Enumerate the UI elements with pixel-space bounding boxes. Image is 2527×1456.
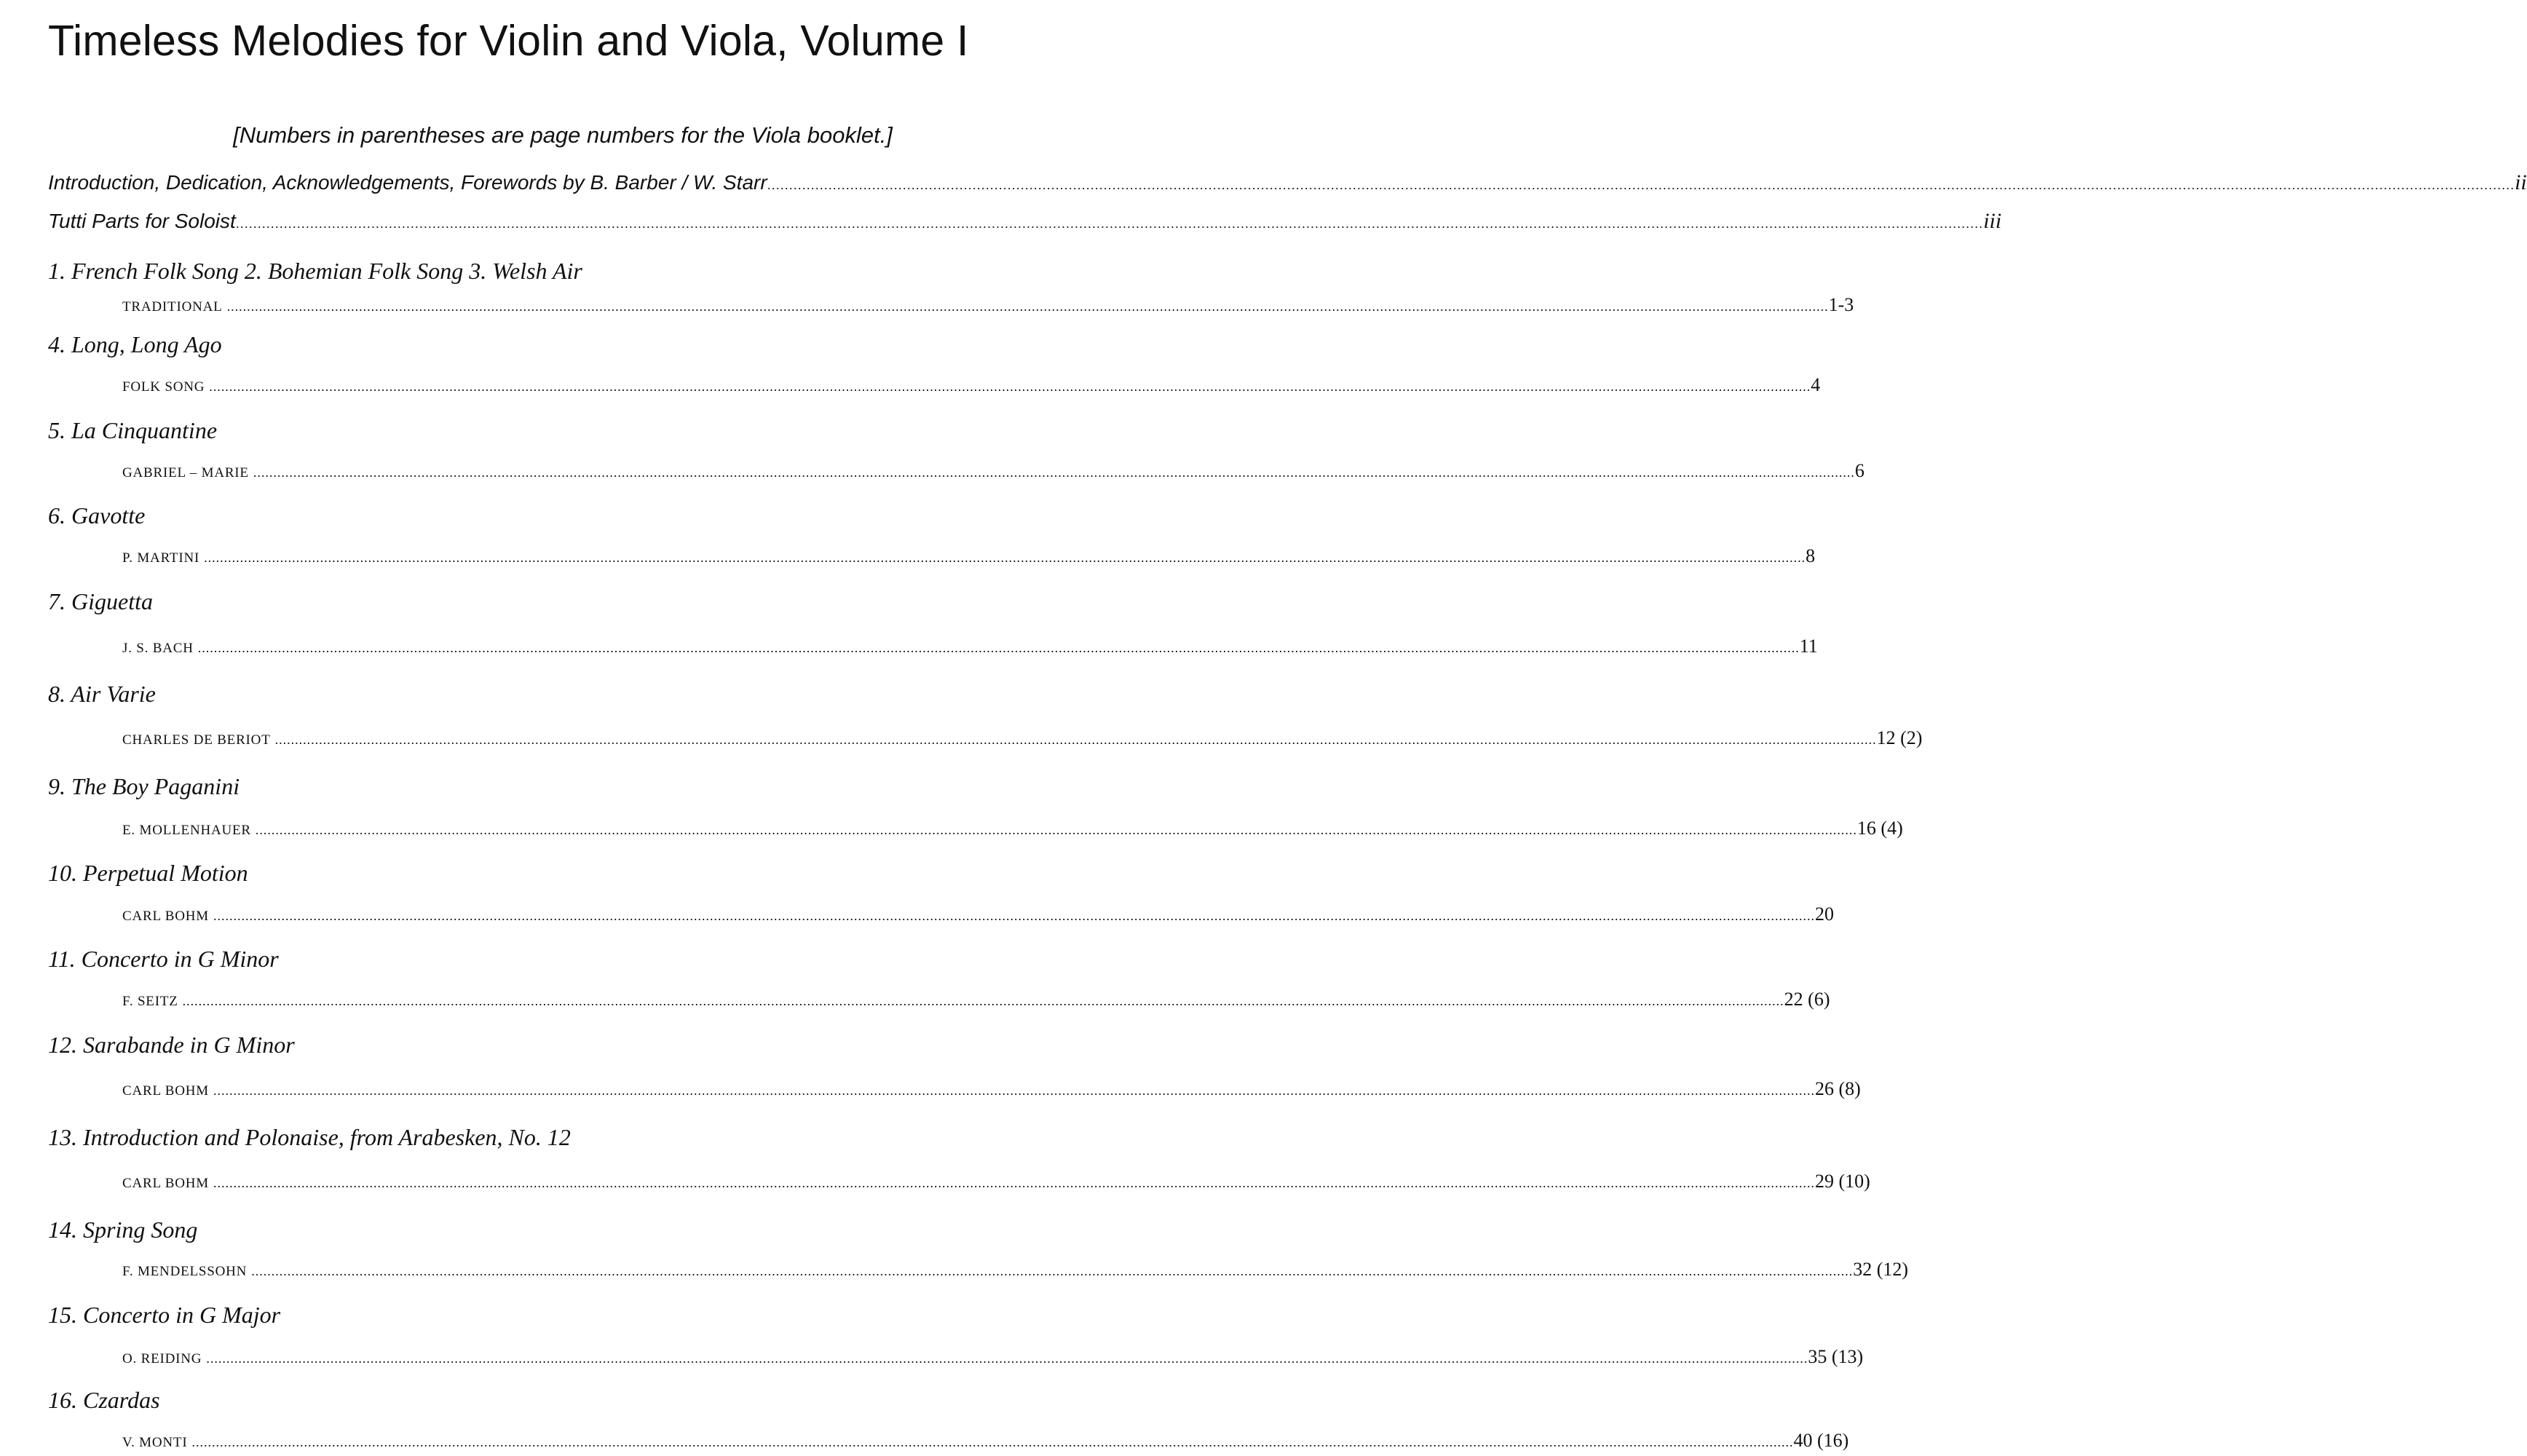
dot-leader: ................................................................................................................................................................................................................................................................................................................................................................................................................ [213, 1083, 1815, 1098]
composer-row [122, 727, 1923, 749]
piece-title: 16. Czardas [48, 1387, 160, 1413]
composer-row [122, 636, 1818, 657]
piece-title: 8. Air Varie [48, 681, 156, 707]
dot-leader: ................................................................................................................................................................................................................................................................................................................................................................................................................ [274, 732, 1877, 747]
page-number: 32 (12) [1853, 1259, 1909, 1280]
piece-title: 13. Introduction and Polonaise, from Arabesken, No. 12 [48, 1124, 571, 1150]
page-number: 20 [1814, 903, 1834, 925]
page-number: 26 (8) [1814, 1078, 1861, 1099]
composer-name: CHARLES DE BERIOT [122, 732, 271, 748]
composer-name: O. REIDING [122, 1351, 202, 1366]
page-number: 12 (2) [1876, 727, 1923, 748]
composer-row [122, 460, 1864, 482]
composer-name: GABRIEL – MARIE [122, 465, 249, 480]
page-number: 35 (13) [1808, 1346, 1864, 1367]
composer-row [122, 1430, 1849, 1452]
dot-leader: ................................................................................................................................................................................................................................................................................................................................................................................................................ [213, 909, 1815, 923]
piece-title: 14. Spring Song [48, 1216, 198, 1243]
page-number: 8 [1806, 545, 1816, 566]
page-number: 22 (6) [1784, 989, 1830, 1010]
dot-leader: ................................................................................................................................................................................................................................................................................................................................................................................................................ [213, 1176, 1815, 1190]
dot-leader: ................................................................................................................................................................................................................................................................................................................................................................................................................ [226, 299, 1829, 314]
composer-row [122, 1346, 1864, 1368]
viola-page-note: [Numbers in parentheses are page numbers for the Viola booklet.] [233, 122, 893, 148]
composer-name: TRADITIONAL [122, 299, 223, 314]
piece-title: 10. Perpetual Motion [48, 860, 248, 886]
composer-row [122, 1171, 1870, 1192]
composer-name: P. MARTINI [122, 550, 200, 566]
piece-title: 4. Long, Long Ago [48, 331, 222, 357]
page-number: 6 [1854, 460, 1864, 481]
front-matter-label: Tutti Parts for Soloist [48, 210, 236, 232]
front-matter-page: iii [1983, 209, 2002, 233]
page-number: 29 (10) [1814, 1171, 1870, 1192]
dot-leader: ................................................................................................................................................................................................................................................................................................................................................................................................................ [253, 465, 1855, 480]
piece-title: 11. Concerto in G Minor [48, 946, 279, 972]
dot-leader: ................................................................................................................................................................................................................................................................................................................................................................................................................ [209, 379, 1811, 394]
dot-leader: ................................................................................................................................................................................................................................................................................................................................................................................................................ [191, 1435, 1794, 1449]
piece-title: 1. French Folk Song 2. Bohemian Folk Song 3. Welsh Air [48, 258, 582, 284]
composer-row [122, 818, 1903, 839]
composer-row [122, 294, 1854, 316]
composer-name: CARL BOHM [122, 1083, 209, 1099]
page-title: Timeless Melodies for Violin and Viola, Volume I [48, 17, 969, 65]
piece-title: 15. Concerto in G Major [48, 1302, 281, 1328]
front-matter-label: Introduction, Dedication, Acknowledgements, Forewords by B. Barber / W. Starr [48, 171, 767, 194]
dot-leader: ................................................................................................................................................................................................................................................................................................................................................................................................................ [767, 178, 2515, 192]
composer-row [122, 545, 1816, 567]
page-number: 40 (16) [1793, 1430, 1849, 1451]
dot-leader: ................................................................................................................................................................................................................................................................................................................................................................................................................ [197, 641, 1800, 655]
dot-leader: ................................................................................................................................................................................................................................................................................................................................................................................................................ [204, 550, 1806, 565]
piece-title: 5. La Cinquantine [48, 417, 218, 443]
composer-name: J. S. BACH [122, 641, 194, 656]
page-number: 11 [1799, 636, 1818, 657]
dot-leader: ................................................................................................................................................................................................................................................................................................................................................................................................................ [206, 1351, 1808, 1366]
piece-title: 12. Sarabande in G Minor [48, 1032, 295, 1058]
dot-leader: ................................................................................................................................................................................................................................................................................................................................................................................................................ [255, 823, 1857, 837]
composer-name: CARL BOHM [122, 1176, 209, 1191]
composer-row [122, 374, 1821, 396]
composer-row [122, 989, 1830, 1010]
composer-name: F. MENDELSSOHN [122, 1264, 248, 1279]
composer-name: F. SEITZ [122, 994, 178, 1009]
front-matter-page: ii [2515, 170, 2527, 194]
composer-name: V. MONTI [122, 1435, 188, 1450]
composer-name: E. MOLLENHAUER [122, 823, 251, 838]
composer-row [122, 903, 1834, 925]
composer-row [122, 1259, 1909, 1281]
page-number: 4 [1811, 374, 1821, 395]
composer-name: CARL BOHM [122, 909, 209, 924]
front-matter-row [48, 209, 2002, 234]
piece-title: 9. The Boy Paganini [48, 773, 240, 799]
composer-row [122, 1078, 1861, 1100]
dot-leader: ................................................................................................................................................................................................................................................................................................................................................................................................................ [251, 1264, 1854, 1278]
dot-leader: ................................................................................................................................................................................................................................................................................................................................................................................................................ [235, 216, 1984, 231]
composer-name: FOLK SONG [122, 379, 205, 395]
page-number: 16 (4) [1856, 818, 1903, 839]
dot-leader: ................................................................................................................................................................................................................................................................................................................................................................................................................ [182, 994, 1784, 1008]
front-matter-row [48, 170, 2527, 195]
piece-title: 6. Gavotte [48, 502, 146, 529]
page-number: 1-3 [1828, 294, 1854, 315]
piece-title: 7. Giguetta [48, 588, 153, 614]
